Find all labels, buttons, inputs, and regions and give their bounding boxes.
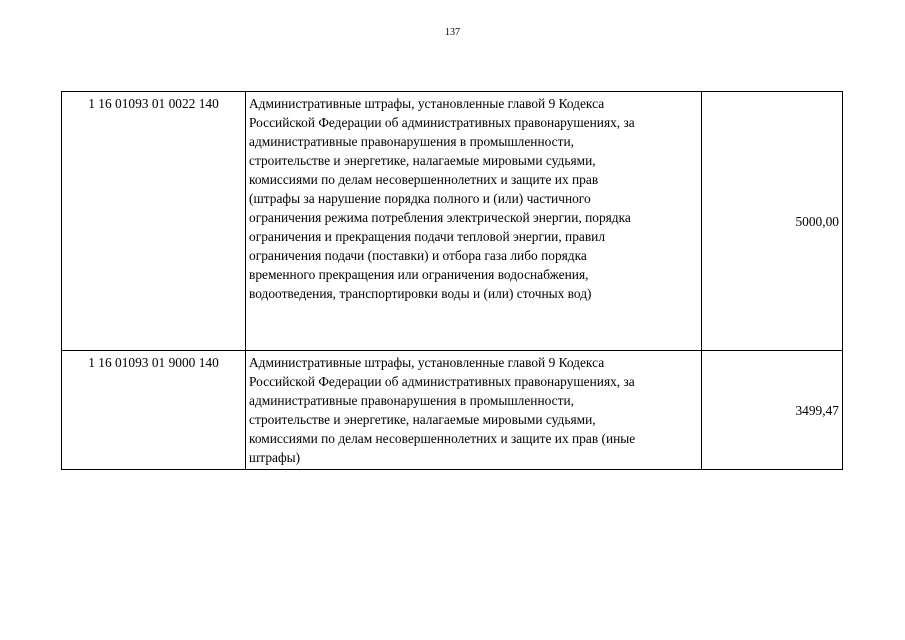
description-line: Российской Федерации об административных правонарушениях, за <box>249 374 635 389</box>
description-line: комиссиями по делам несовершеннолетних и защите их прав (иные <box>249 431 636 446</box>
description-line: ограничения подачи (поставки) и отбора газа либо порядка <box>249 248 587 263</box>
budget-code-cell: 1 16 01093 01 9000 140 <box>62 351 246 470</box>
description-line: водоотведения, транспортировки воды и (или) сточных вод) <box>249 286 592 301</box>
description-line: строительстве и энергетике, налагаемые мировыми судьями, <box>249 412 596 427</box>
description-line: ограничения режима потребления электрической энергии, порядка <box>249 210 631 225</box>
budget-table <box>61 91 843 470</box>
description-line: строительстве и энергетике, налагаемые мировыми судьями, <box>249 153 596 168</box>
page-number: 137 <box>445 27 460 38</box>
description-line: (штрафы за нарушение порядка полного и (или) частичного <box>249 191 591 206</box>
amount-cell: 5000,00 <box>702 92 843 351</box>
amount-cell: 3499,47 <box>702 351 843 470</box>
table-row <box>62 351 843 470</box>
description-line: ограничения и прекращения подачи тепловой энергии, правил <box>249 229 606 244</box>
description-line: штрафы) <box>249 450 301 465</box>
description-line: временного прекращения или ограничения водоснабжения, <box>249 267 589 282</box>
description-line: комиссиями по делам несовершеннолетних и защите их прав <box>249 172 599 187</box>
description-line: Административные штрафы, установленные главой 9 Кодекса <box>249 355 605 370</box>
description-line: Российской Федерации об административных правонарушениях, за <box>249 115 635 130</box>
description-line: административные правонарушения в промышленности, <box>249 134 574 149</box>
budget-code-cell: 1 16 01093 01 0022 140 <box>62 92 246 351</box>
description-line: административные правонарушения в промышленности, <box>249 393 574 408</box>
description-cell <box>246 92 702 351</box>
description-line: Административные штрафы, установленные главой 9 Кодекса <box>249 96 605 111</box>
description-cell <box>246 351 702 470</box>
table-row <box>62 92 843 351</box>
